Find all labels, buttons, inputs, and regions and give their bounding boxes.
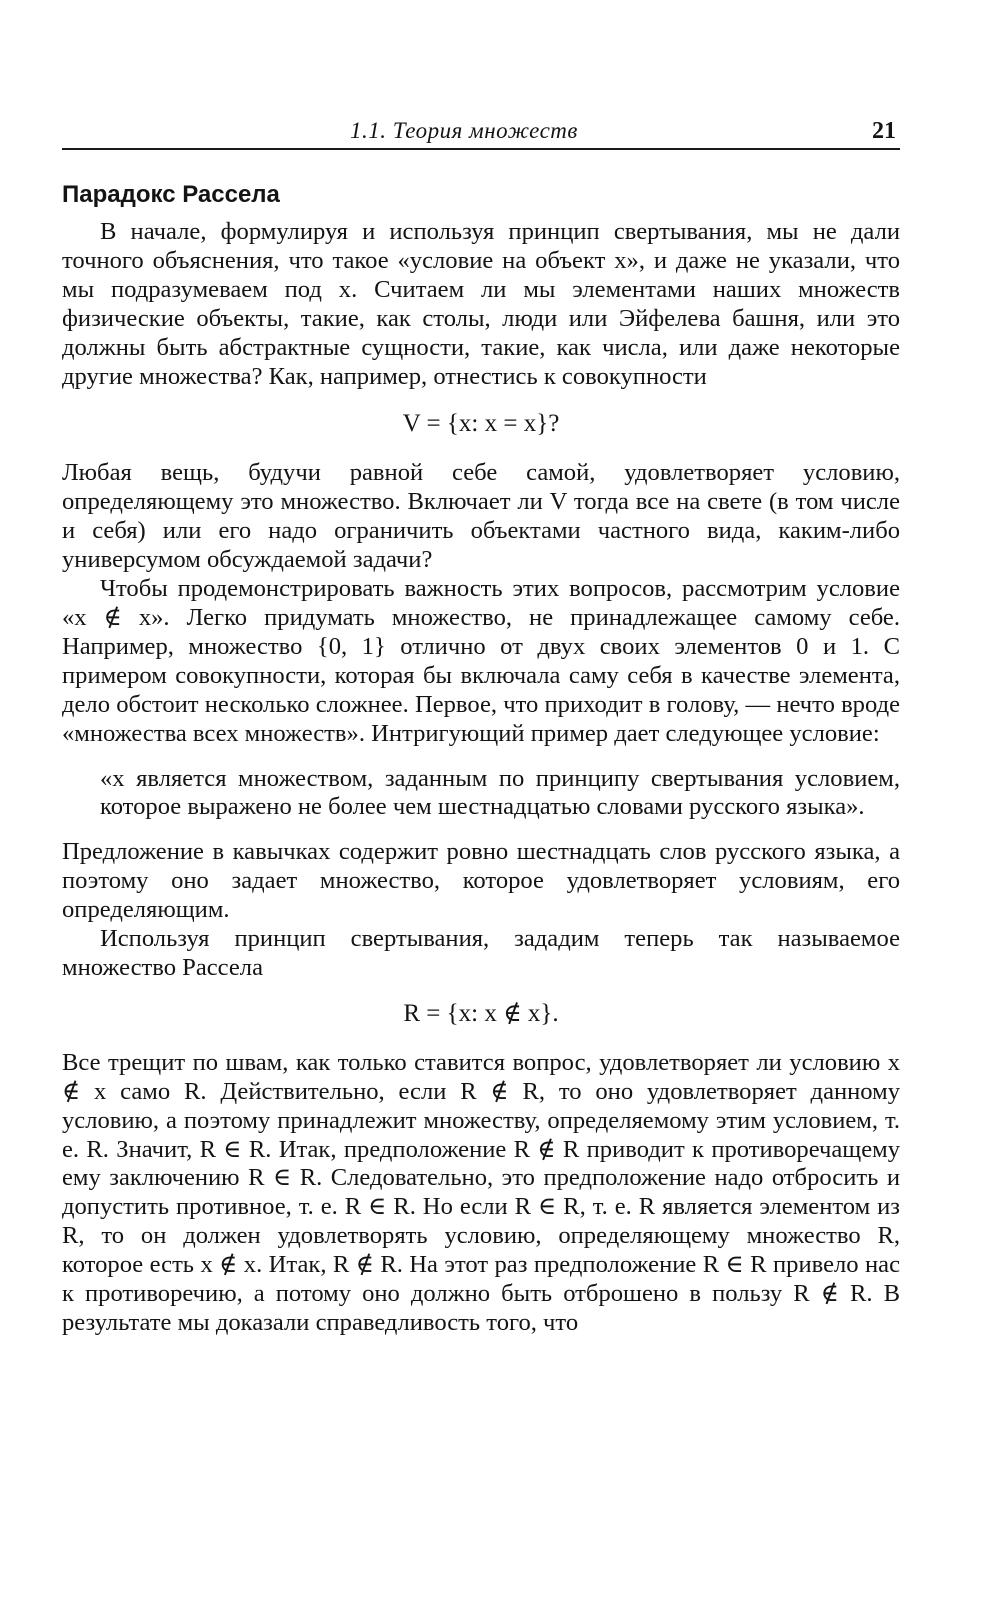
section-heading: Парадокс Рассела <box>62 181 280 208</box>
formula-russell-set: R = {x: x ∉ x}. <box>403 999 559 1027</box>
paragraph-6: Все трещит по швам, как только ставится вопрос, удовлетворяет ли условию x ∉ x само R. Действительно, если R ∉ R, то оно удовлетворяет данному условию, а поэтому принадлежит множеству, определяемому этим условием, т. е. R. Значит, R ∈ R. Итак, предположение R ∉ R приводит к противоречащему ему заключению R ∈ R. Следовательно, это предположение надо отбросить и допустить противное, т. е. R ∈ R. Но если R ∈ R, т. е. R является элементом из R, то он должен удовлетворять условию, определяющему множество R, которое есть x ∉ x. Итак, R ∉ R. На этот раз предположение R ∈ R привело нас к противоречию, а потому оно должно быть отброшено в пользу R ∉ R. В результате мы доказали справедливость того, что <box>62 1048 900 1336</box>
paragraph-4: Предложение в кавычках содержит ровно шестнадцать слов русского языка, а поэтому оно задает множество, которое удовлетворяет условиям, его определяющим. <box>62 838 900 924</box>
running-title: 1.1. Теория множеств <box>350 118 578 143</box>
paragraph-2: Любая вещь, будучи равной себе самой, удовлетворяет условию, определяющему это множество. Включает ли V тогда все на свете (в том числе и себя) или его надо ограничить объектами частного вида, каким-либо универсумом обсуждаемой задачи? <box>62 459 900 574</box>
quoted-condition: «x является множеством, заданным по принципу свертывания условием, которое выражено не более чем шестнадцатью словами русского языка». <box>100 764 900 821</box>
running-header <box>62 108 900 150</box>
book-page <box>62 108 900 1338</box>
page-number: 21 <box>872 118 896 144</box>
paragraph-1: В начале, формулируя и используя принцип свертывания, мы не дали точного объяснения, что такое «условие на объект x», и даже не указали, что мы подразумеваем под x. Считаем ли мы элементами наших множеств физические объекты, такие, как столы, люди или Эйфелева башня, или это должны быть абстрактные сущности, такие, как числа, или даже некоторые другие множества? Как, например, отнестись к совокупности <box>62 218 900 390</box>
paragraph-3: Чтобы продемонстрировать важность этих вопросов, рассмотрим условие «x ∉ x». Легко придумать множество, не принадлежащее самому себе. Например, множество {0, 1} отлично от двух своих элементов 0 и 1. С примером совокупности, которая бы включала саму себя в качестве элемента, дело обстоит несколько сложнее. Первое, что приходит в голову, — нечто вроде «множества всех множеств». Интригующий пример дает следующее условие: <box>62 575 900 747</box>
formula-universal-set: V = {x: x = x}? <box>402 410 560 438</box>
paragraph-5: Используя принцип свертывания, зададим теперь так называемое множество Рассела <box>62 925 900 981</box>
